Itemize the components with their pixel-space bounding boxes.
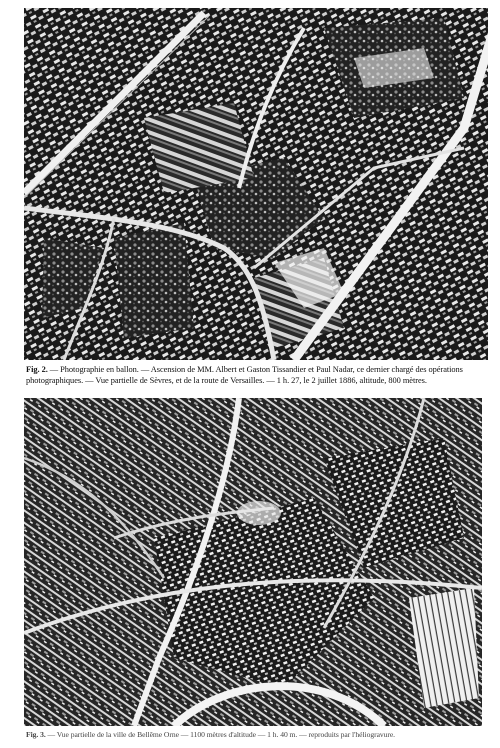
figure-label: Fig. 3. <box>26 730 46 739</box>
aerial-photo-sevres <box>24 8 488 360</box>
aerial-photo-sevres-image <box>24 8 488 360</box>
aerial-photo-belleme-image <box>24 398 482 726</box>
figure-caption-text: — Vue partielle de la ville de Bellême Orne — 1100 mètres d'altitude — 1 h. 40 m. — reproduits par l'héliogravure. <box>47 730 396 739</box>
figure-caption <box>26 730 484 739</box>
figure-caption <box>26 365 484 386</box>
figure-caption-text: — Photographie en ballon. — Ascension de MM. Albert et Gaston Tissandier et Paul Nadar, ce dernier chargé des opérations photographiques. — Vue partielle de Sèvres, et de la route de Versailles. — 1 h. 27, le 2 juillet 1886, altitude, 800 mètres. <box>26 365 463 385</box>
aerial-photo-belleme <box>24 398 482 726</box>
figure-label: Fig. 2. <box>26 365 48 374</box>
